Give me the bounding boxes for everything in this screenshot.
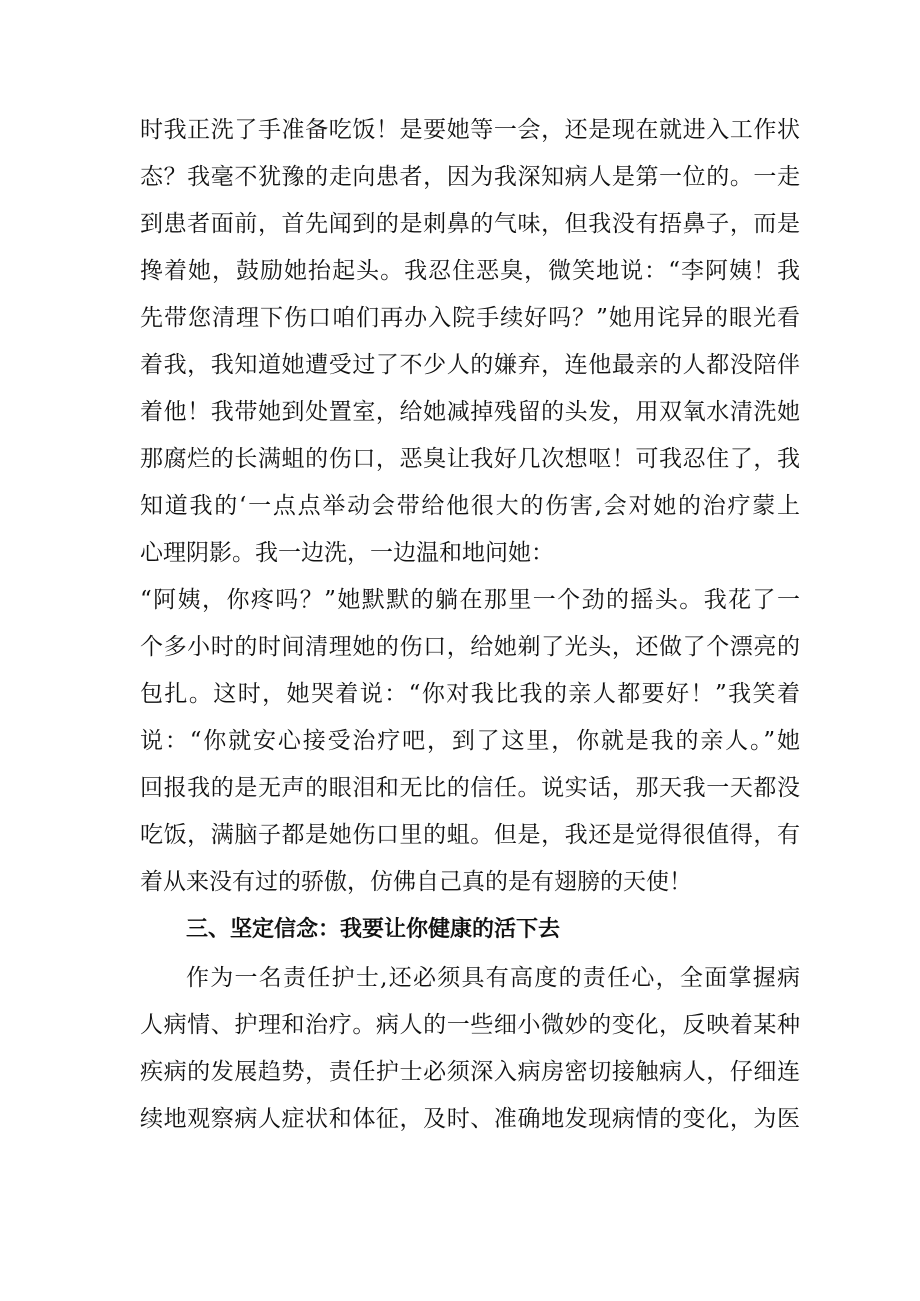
text-line: 回报我的是无声的眼泪和无比的信任。说实话，那天我一天都没 [140, 775, 800, 801]
text-line: 到患者面前，首先闻到的是刺鼻的气味，但我没有捂鼻子，而是 [140, 211, 800, 237]
text-line: 个多小时的时间清理她的伤口，给她剃了光头，还做了个漂亮的 [140, 634, 800, 660]
text-line: 先带您清理下伤口咱们再办入院手续好吗？”她用诧异的眼光看 [140, 305, 800, 331]
text-line: 续地观察病人症状和体征，及时、准确地发现病情的变化，为医 [140, 1106, 800, 1132]
text-line: 态？我毫不犹豫的走向患者，因为我深知病人是第一位的。一走 [140, 164, 800, 190]
text-line: 那腐烂的长满蛆的伤口，恶臭让我好几次想呕！可我忍住了，我 [140, 446, 800, 472]
section-heading: 三、坚定信念：我要让你健康的活下去 [186, 917, 561, 942]
text-line: 时我正洗了手准备吃饭！是要她等一会，还是现在就进入工作状 [140, 117, 800, 143]
text-line: 包扎。这时，她哭着说：“你对我比我的亲人都要好！”我笑着 [140, 681, 800, 707]
text-line: 人病情、护理和治疗。病人的一些细小微妙的变化，反映着某种 [140, 1012, 800, 1038]
text-line: 着我，我知道她遭受过了不少人的嫌弃，连他最亲的人都没陪伴 [140, 352, 800, 378]
text-line: 吃饭，满脑子都是她伤口里的蛆。但是，我还是觉得很值得，有 [140, 822, 800, 848]
text-line: 说：“你就安心接受治疗吧，到了这里，你就是我的亲人。”她 [140, 728, 800, 754]
text-line: 知道我的‘一点点举动会带给他很大的伤害,会对她的治疗蒙上 [140, 493, 800, 519]
text-line: 搀着她，鼓励她抬起头。我忍住恶臭，微笑地说：“李阿姨！我 [140, 258, 800, 284]
text-line: 着从来没有过的骄傲，仿佛自己真的是有翅膀的天使！ [140, 869, 692, 895]
text-line: 着他！我带她到处置室，给她减掉残留的头发，用双氧水清洗她 [140, 399, 800, 425]
text-line: 作为一名责任护士,还必须具有高度的责任心，全面掌握病 [186, 965, 800, 991]
text-line: “阿姨，你疼吗？”她默默的躺在那里一个劲的摇头。我花了一 [140, 587, 800, 613]
text-line: 疾病的发展趋势，责任护士必须深入病房密切接触病人，仔细连 [140, 1059, 800, 1085]
text-line: 心理阴影。我一边洗，一边温和地问她： [140, 540, 554, 566]
